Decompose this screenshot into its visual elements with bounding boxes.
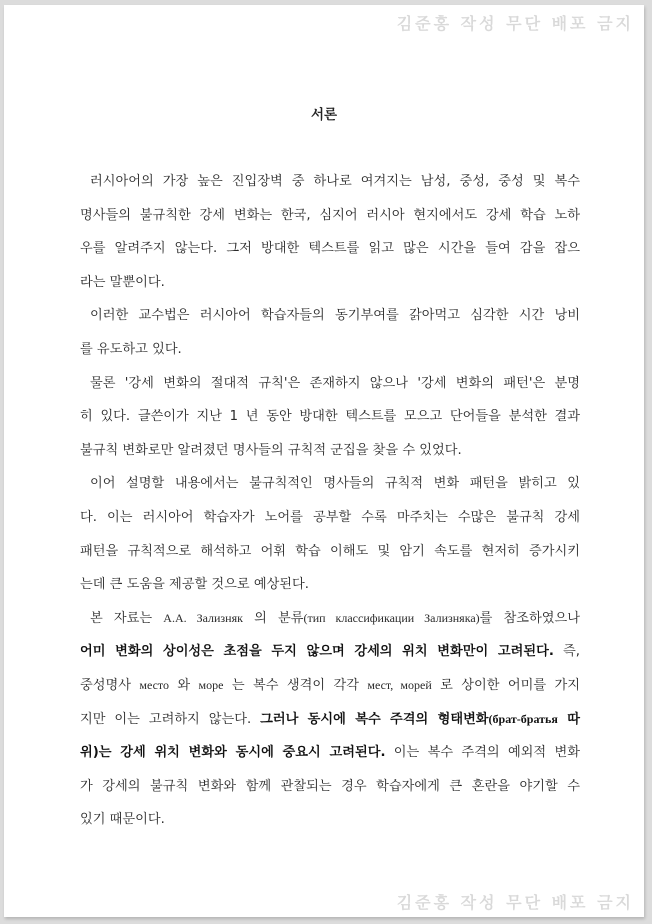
text-segment: 즉, [553, 644, 580, 660]
text-line: 이어 설명할 내용에서는 불규칙적인 명사들의 규칙적 변화 패턴을 밝히고 있 [90, 476, 580, 492]
emphasis-text: 위)는 강세 위치 변화와 동시에 중요시 고려된다. [80, 745, 386, 761]
text-segment: 를 참조하였으나 [479, 610, 581, 626]
russian-term: море [198, 677, 224, 692]
russian-term: А.А. Зализняк [163, 610, 243, 625]
document-body [80, 165, 580, 837]
text-segment: 중성명사 [80, 677, 140, 693]
text-line: 패턴을 규칙적으로 해석하고 어휘 학습 이해도 및 암기 속도를 현저히 증가시키 [80, 543, 580, 559]
text-line: 가 강세의 불규칙 변화와 함께 관찰되는 경우 학습자에게 큰 혼란을 야기할 수 [80, 778, 580, 794]
text-line [80, 669, 580, 703]
paragraph-5 [80, 602, 580, 837]
text-line: 는데 큰 도움을 제공할 것으로 예상된다. [80, 577, 309, 593]
text-segment: 본 자료는 [90, 610, 164, 626]
russian-term: (тип классификации Зализняка) [303, 610, 480, 625]
text-segment: 와 [169, 677, 199, 693]
paragraph-4 [80, 467, 580, 601]
russian-term: мест, морей [367, 677, 432, 692]
text-segment: 로 상이한 어미를 가지 [431, 677, 581, 693]
emphasis-text: 어미 변화의 상이성은 초점을 두지 않으며 강세의 위치 변화만이 고려된다. [80, 644, 554, 660]
text-segment: 지만 이는 고려하지 않는다. [80, 711, 261, 727]
text-segment: 의 분류 [242, 610, 304, 626]
text-segment: 이는 복수 주격의 예외적 변화 [385, 745, 580, 761]
watermark-bottom: 김준홍 작성 무단 배포 금지 [396, 893, 634, 912]
text-line: 불규칙 변화로만 알려졌던 명사들의 규칙적 군집을 찾을 수 있었다. [80, 442, 462, 458]
text-line: 있기 때문이다. [80, 812, 165, 828]
watermark-top: 김준홍 작성 무단 배포 금지 [396, 14, 634, 33]
russian-term: место [139, 677, 169, 692]
text-line [80, 635, 580, 669]
text-line: 를 유도하고 있다. [80, 341, 182, 357]
text-line [80, 703, 580, 737]
paragraph-2 [80, 299, 580, 366]
russian-term: (брат-братья [488, 711, 558, 726]
text-line: 히 있다. 글쓴이가 지난 1 년 동안 방대한 텍스트를 모으고 단어들을 분석한 결과 [80, 409, 580, 425]
page-title: 서론 [310, 107, 338, 123]
paragraph-3 [80, 367, 580, 468]
text-line: 물론 '강세 변화의 절대적 규칙'은 존재하지 않으나 '강세 변화의 패턴'은 분명 [90, 375, 580, 391]
document-page [4, 5, 644, 917]
text-line: 러시아어의 가장 높은 진입장벽 중 하나로 여겨지는 남성, 중성, 중성 및 복수 [90, 174, 580, 189]
emphasis-text: 그러나 동시에 복수 주격의 형태변화 [260, 711, 489, 727]
text-line: 우를 알려주지 않는다. 그저 방대한 텍스트를 읽고 많은 시간을 들여 감을 잡으 [80, 241, 580, 257]
text-line: 이러한 교수법은 러시아어 학습자들의 동기부여를 갉아먹고 심각한 시간 낭비 [90, 308, 580, 324]
text-line: 다. 이는 러시아어 학습자가 노어를 공부할 수록 마주치는 수많은 불규칙 강세 [80, 509, 580, 525]
emphasis-text: 따 [557, 711, 580, 727]
text-segment: 는 복수 생격이 각각 [223, 677, 368, 693]
paragraph-1 [80, 165, 580, 299]
text-line: 명사들의 불규칙한 강세 변화는 한국, 심지어 러시아 현지에서도 강세 학습 노하 [80, 207, 580, 223]
text-line [80, 602, 580, 636]
text-line [80, 736, 580, 770]
text-line: 라는 말뿐이다. [80, 274, 165, 290]
